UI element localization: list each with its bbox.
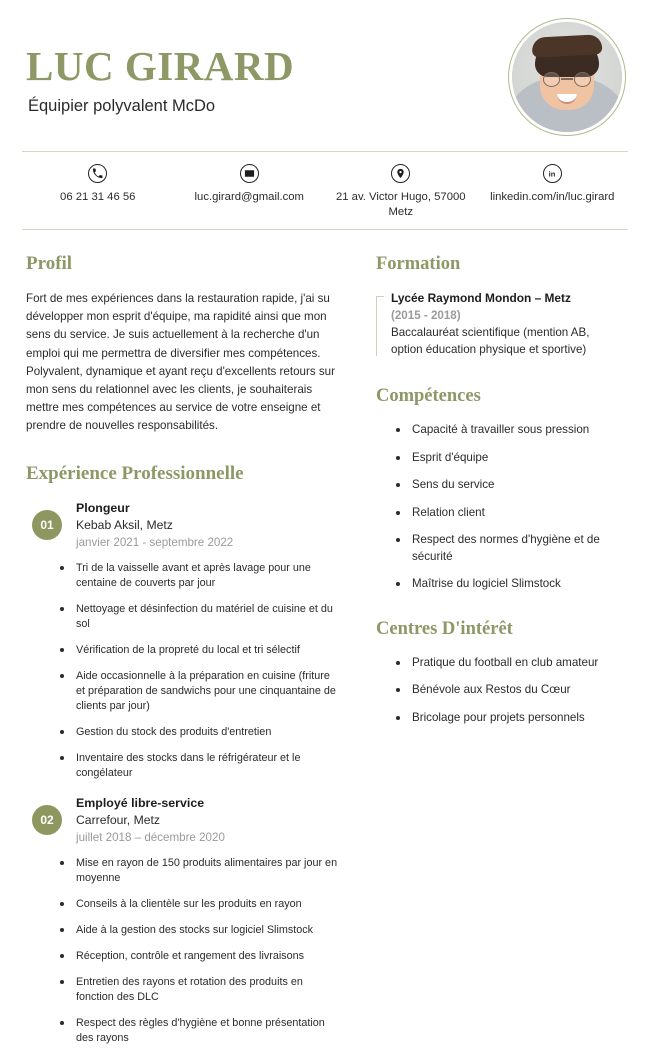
profile-text: Fort de mes expériences dans la restauration rapide, j'ai su développer mon esprit d'équipe, ma rapidité ainsi que mon sens du service. Je suis actuellement à la recherche d'un emploi qui me permettra de diversifier mes compétences. Polyvalent, dynamique et ayant reçu d'excellents retours sur mon sens du relationnel avec les clients, je souhaiterais mettre mes compétences au service de votre enseigne et prendre de nouvelles responsabilités. xyxy=(26,292,335,433)
phone-icon xyxy=(88,164,107,183)
list-item: Aide occasionnelle à la préparation en cuisine (friture et préparation de sandwichs pour une cinquantaine de clients par jour) xyxy=(60,669,340,714)
resume-body xyxy=(0,230,650,1057)
experience-meta xyxy=(76,500,233,551)
resume-header xyxy=(0,0,650,151)
education-timeline-tick xyxy=(376,296,384,297)
location-pin-icon xyxy=(391,164,410,183)
contact-bar xyxy=(0,152,650,229)
section-education xyxy=(376,252,624,358)
right-column xyxy=(362,252,624,1057)
list-item: Esprit d'équipe xyxy=(396,450,624,467)
section-profile xyxy=(26,252,340,436)
left-column xyxy=(26,252,362,1057)
list-item: Respect des normes d'hygiène et de sécurité xyxy=(396,532,624,565)
contact-item-email[interactable] xyxy=(174,164,326,219)
section-title-skills: Compétences xyxy=(376,386,481,406)
list-item: Tri de la vaisselle avant et après lavage pour une centaine de couverts par jour xyxy=(60,561,340,591)
contact-linkedin-text: linkedin.com/in/luc.girard xyxy=(490,191,615,203)
education-years: (2015 - 2018) xyxy=(391,309,461,322)
experience-company: Carrefour, Metz xyxy=(76,812,160,827)
avatar-image xyxy=(512,22,622,132)
email-icon xyxy=(240,164,259,183)
svg-text:in: in xyxy=(548,169,556,179)
experience-bullet-list xyxy=(26,561,340,781)
contact-item-linkedin[interactable] xyxy=(477,164,629,219)
list-item: Mise en rayon de 150 produits alimentaires par jour en moyenne xyxy=(60,856,340,886)
job-title: Équipier polyvalent McDo xyxy=(28,97,216,115)
glasses-icon xyxy=(542,72,592,87)
list-item: Bricolage pour projets personnels xyxy=(396,710,624,727)
education-school: Lycée Raymond Mondon – Metz xyxy=(391,291,571,305)
avatar-hair-top xyxy=(532,34,603,58)
experience-header xyxy=(26,795,340,846)
contact-phone-text: 06 21 31 46 56 xyxy=(60,191,136,203)
experience-company: Kebab Aksil, Metz xyxy=(76,517,173,532)
list-item: Respect des règles d'hygiène et bonne présentation des rayons xyxy=(60,1016,340,1046)
education-timeline xyxy=(376,296,377,356)
contact-item-phone[interactable] xyxy=(22,164,174,219)
experience-role: Plongeur xyxy=(76,500,130,515)
list-item: Gestion du stock des produits d'entretien xyxy=(60,725,340,740)
list-item: Sens du service xyxy=(396,477,624,494)
contact-item-address[interactable] xyxy=(325,164,477,219)
list-item: Nettoyage et désinfection du matériel de cuisine et du sol xyxy=(60,602,340,632)
experience-dates: juillet 2018 – décembre 2020 xyxy=(76,830,225,844)
page-title: LUC GIRARD xyxy=(26,43,295,89)
avatar xyxy=(508,18,626,136)
experience-meta xyxy=(76,795,225,846)
experience-entry xyxy=(26,500,340,781)
section-interests xyxy=(376,617,624,727)
section-title-profile: Profil xyxy=(26,253,73,274)
section-skills xyxy=(376,384,624,593)
list-item: Aide à la gestion des stocks sur logiciel Slimstock xyxy=(60,923,340,938)
list-item: Inventaire des stocks dans le réfrigérateur et le congélateur xyxy=(60,751,340,781)
education-detail: Baccalauréat scientifique (mention AB, option éducation physique et sportive) xyxy=(391,326,590,356)
experience-header xyxy=(26,500,340,551)
education-entry xyxy=(376,290,624,358)
experience-dates: janvier 2021 - septembre 2022 xyxy=(76,535,234,549)
section-title-interests: Centres D'intérêt xyxy=(376,618,513,639)
experience-number-badge: 01 xyxy=(32,510,62,540)
experience-bullet-list xyxy=(26,856,340,1046)
list-item: Maîtrise du logiciel Slimstock xyxy=(396,576,624,593)
list-item: Entretien des rayons et rotation des produits en fonction des DLC xyxy=(60,975,340,1005)
list-item: Vérification de la propreté du local et tri sélectif xyxy=(60,643,340,658)
experience-role: Employé libre-service xyxy=(76,795,205,810)
experience-number-badge: 02 xyxy=(32,805,62,835)
header-name-block xyxy=(26,43,294,117)
skills-list xyxy=(376,422,624,593)
linkedin-icon xyxy=(543,164,562,183)
section-title-education: Formation xyxy=(376,254,461,274)
list-item: Pratique du football en club amateur xyxy=(396,655,624,672)
list-item: Conseils à la clientèle sur les produits en rayon xyxy=(60,897,340,912)
list-item: Bénévole aux Restos du Cœur xyxy=(396,682,624,699)
contact-email-text: luc.girard@gmail.com xyxy=(194,191,304,203)
list-item: Relation client xyxy=(396,505,624,522)
list-item: Réception, contrôle et rangement des livraisons xyxy=(60,949,340,964)
list-item: Capacité à travailler sous pression xyxy=(396,422,624,439)
section-experience xyxy=(26,462,340,1046)
contact-address-text: 21 av. Victor Hugo, 57000 Metz xyxy=(335,191,466,218)
experience-entry xyxy=(26,795,340,1046)
interests-list xyxy=(376,655,624,727)
section-title-experience: Expérience Professionnelle xyxy=(26,462,244,484)
